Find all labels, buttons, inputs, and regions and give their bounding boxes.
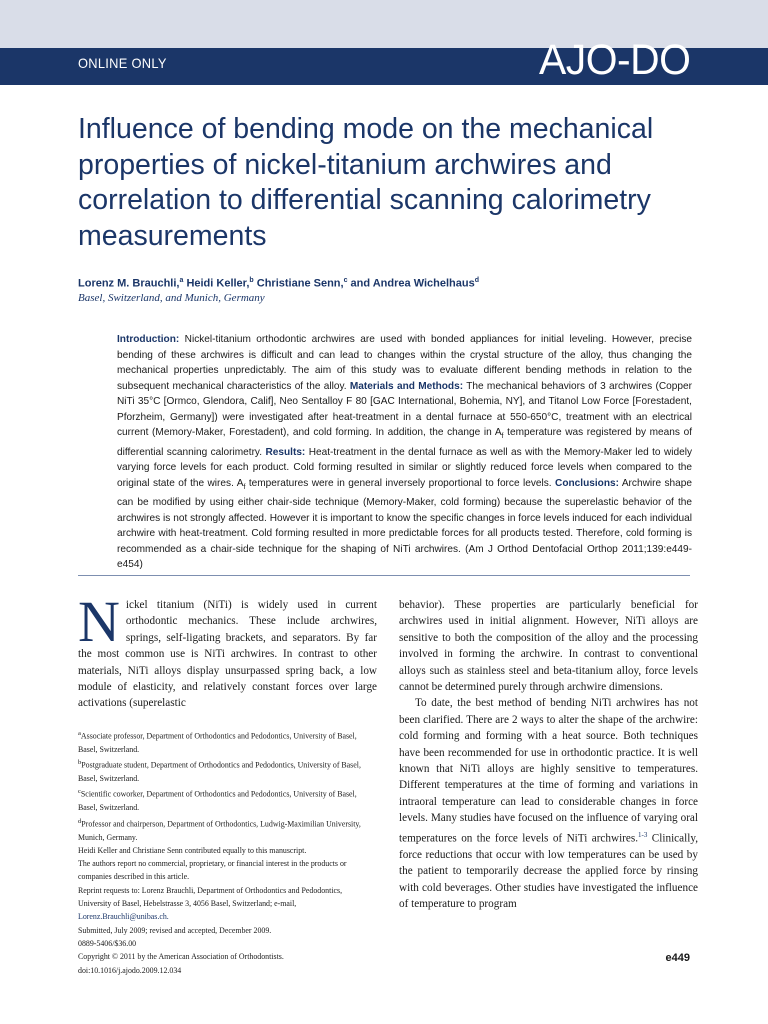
reference-link[interactable]: 1-3 — [638, 830, 648, 839]
body-paragraph: behavior). These properties are particularly beneficial for archwires used in initial alignment. However, NiTi alloys are sensitive to both the composition of the alloy and the processing involved in forming the archwire. In contrast to conventional alloys such as stainless steel and beta-titanium alloy, force levels cannot be determined purely through archwire dimensions. — [399, 599, 698, 694]
abstract-results-label: Results: — [265, 446, 306, 458]
footnote: $^c$Scientific coworker, Department of Orthodontics and Pedodontics, University of Basel, Basel, Switzerland. — [78, 788, 357, 813]
footnote-issn: 0889-5406/$36.00 — [78, 938, 137, 948]
author-name: and Andrea Wichelhaus — [350, 277, 475, 290]
page-number: e449 — [665, 952, 690, 964]
footnote-text: Professor and chairperson, Department of Orthodontics, Ludwig-Maximilian University, Munich, Germany. — [78, 819, 361, 842]
footnote-text: Postgraduate student, Department of Orthodontics and Pedodontics, University of Basel, Basel, Switzerland. — [78, 760, 361, 784]
abstract-intro-text: Nickel-titanium orthodontic archwires are used with bonded appliances for initial leveling. However, precise bending of these archwires is difficult and can lead to changes within the crystal structure of the alloy, thus changing the mechanical properties unpredictably. The aim of this study was to evaluate different bending methods in relation to the subsequent mechanical characteristics of the alloy. — [117, 334, 692, 392]
abstract-methods-text-cont: temperature was registered by means of differential scanning calorimetry. — [117, 427, 692, 458]
body-paragraph — [399, 695, 698, 912]
article-title: Influence of bending mode on the mechanical properties of nickel-titanium archwires and correlation to differential scanning calorimetry measurements — [78, 113, 654, 252]
abstract-intro-label: Introduction: — [117, 334, 180, 345]
author-mark: a — [179, 277, 184, 284]
footnote-submitted: Submitted, July 2009; revised and accepted, December 2009. — [78, 925, 272, 935]
footnote-conflict: The authors report no commercial, proprietary, or financial interest in the products or companies described in this article. — [78, 859, 347, 882]
footnote-doi: doi:10.1016/j.ajodo.2009.12.034 — [78, 965, 182, 975]
paragraph-text-cont: Clinically, force reductions that occur with low temperatures can be used by the patient to temporarily decrease the applied force by rinsing with cold beverages. Other studies have investigated the influence of temperature to program — [399, 832, 698, 911]
drop-cap: N — [78, 589, 120, 654]
section-label: ONLINE ONLY — [78, 55, 167, 71]
author-name: Heidi Keller, — [186, 277, 250, 290]
footnote-text: Associate professor, Department of Orthodontics and Pedodontics, University of Basel, Basel, Switzerland. — [78, 731, 357, 754]
author-mark: b — [249, 277, 254, 284]
footnotes — [78, 727, 377, 977]
author-list — [78, 277, 698, 290]
footnote-equal-contribution: Heidi Keller and Christiane Senn contributed equally to this manuscript. — [78, 845, 307, 855]
body-left-column — [78, 589, 377, 712]
abstract — [117, 332, 692, 573]
abstract-results-text-cont: temperatures were in general inversely proportional to force levels. — [248, 477, 552, 489]
author-name: Christiane Senn, — [256, 277, 344, 290]
abstract-methods-label: Materials and Methods: — [349, 380, 464, 392]
footnote: $^b$Postgraduate student, Department of Orthodontics and Pedodontics, University of Basel, Basel, Switzerland. — [78, 759, 361, 784]
author-affiliation: Basel, Switzerland, and Munich, Germany — [78, 292, 265, 304]
paragraph-text: To date, the best method of bending NiTi archwires has not been clarified. There are 2 ways to alter the shape of the archwire: cold forming and forming with a heat source. Both techniques have been recommended for use in orthodontic practice. It is well known that NiTi alloys are highly sensitive to temperatures. Different temperatures at the time of forming and variations in intraoral temperature can lead to considerable changes in force levels. Many studies have focused on the influence of varying oral temperatures on the force levels of NiTi archwires. — [399, 697, 698, 845]
footnote-reprint — [78, 884, 377, 924]
subscript-f: f — [501, 433, 504, 441]
abstract-divider — [78, 575, 690, 576]
author-mark: c — [343, 277, 348, 284]
abstract-results-text: Heat-treatment in the dental furnace as well as with the Memory-Maker led to widely varying force levels for each product. Cold forming resulted in similar or slightly reduced force levels when compared to the original state of the wires. A — [117, 446, 692, 489]
abstract-conclusions-text: Archwire shape can be modified by using either chair-side technique (Memory-Maker, cold forming) because the superelastic behavior of the archwires is not strongly affected. However it is important to know the specific changes in force levels induced for each individual archwire with heat-treatment. Cold forming resulted in more predictable forces for all products tested. Therefore, cold forming is recommended as a chair-side technique for the shaping of NiTi archwires. — [117, 477, 693, 555]
body-paragraph — [78, 589, 377, 712]
footnote: $^a$Associate professor, Department of Orthodontics and Pedodontics, University of Basel, Basel, Switzerland. — [78, 730, 357, 754]
abstract-methods-text: The mechanical behaviors of 3 archwires (Copper NiTi 35°C [Ormco, Glendora, Calif], Neo Sentalloy F 80 [GAC International, Bohemia, NY], and Titanol Low Force [Forestadent, Pforzheim, Germany]) were investigated after heat-treatment in a dental furnace at 550-650°C, treatment with an electrical current (Memory-Maker, Forestadent), and cold forming. In addition, the change in A — [117, 380, 692, 438]
author-mark: d — [474, 277, 479, 284]
subscript-f: f — [243, 483, 246, 491]
footnote-text: Scientific coworker, Department of Orthodontics and Pedodontics, University of Basel, Basel, Switzerland. — [78, 790, 357, 813]
abstract-citation: (Am J Orthod Dentofacial Orthop 2011;139:e449-e454) — [117, 543, 693, 571]
footnote: $^d$Professor and chairperson, Department of Orthodontics, Ludwig-Maximilian University, Munich, Germany. — [78, 817, 361, 842]
footnote-copyright: Copyright © 2011 by the American Association of Orthodontists. — [78, 952, 284, 962]
reprint-text: Reprint requests to: Lorenz Brauchli, Department of Orthodontics and Pedodontics, University of Basel, Hebelstrasse 3, 4056 Basel, Switzerland; e-mail, — [78, 885, 343, 909]
author-name: Lorenz M. Brauchli, — [78, 277, 180, 290]
paragraph-text: ickel titanium (NiTi) is widely used in current orthodontic mechanics. These include archwires, springs, self-ligating brackets, and separators. By far the most common use is NiTi archwires. In contrast to other materials, NiTi alloys display unsurpassed spring back, a low module of elasticity, and relatively constant forces over large activations (superelastic — [78, 599, 377, 710]
journal-logo: AJO-DO — [538, 36, 690, 84]
body-right-column — [399, 597, 698, 912]
email-link[interactable]: Lorenz.Brauchli@unibas.ch. — [78, 912, 169, 922]
abstract-conclusions-label: Conclusions: — [555, 477, 619, 489]
